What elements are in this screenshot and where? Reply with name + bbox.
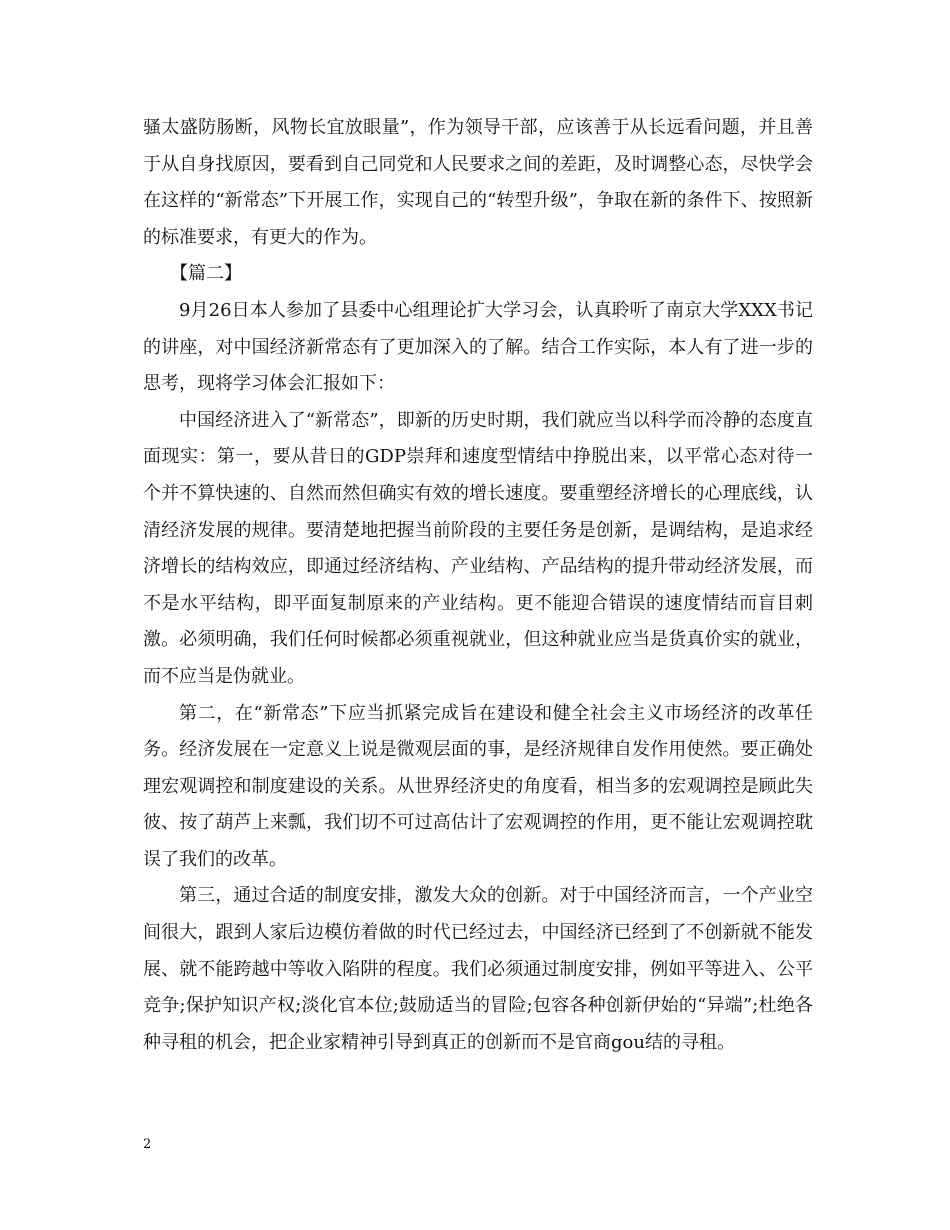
- paragraph-intro: 9月26日本人参加了县委中心组理论扩大学习会，认真聆听了南京大学XXX书记的讲座，对中国经济新常态有了更加深入的了解。结合工作实际，本人有了进一步的思考，现将学习体会汇报如下：: [143, 299, 813, 395]
- paragraph-point-three: 第三，通过合适的制度安排，激发大众的创新。对于中国经济而言，一个产业空间很大，跟到人家后边模仿着做的时代已经过去，中国经济已经到了不创新就不能发展、就不能跨越中等收入陷阱的程度。我们必须通过制度安排，例如平等进入、公平竞争;保护知识产权;淡化官本位;鼓励适当的冒险;包容各种创新伊始的“异端”;杜绝各种寻租的机会，把企业家精神引导到真正的创新而不是官商gou结的寻租。: [143, 885, 813, 1053]
- document-body: [143, 110, 813, 1061]
- page-number: 2: [143, 1137, 152, 1152]
- section-heading-part-two: 【篇二】: [170, 263, 242, 285]
- paragraph-point-one: 中国经济进入了“新常态”，即新的历史时期，我们就应当以科学而冷静的态度直面现实：第一，要从昔日的GDP崇拜和速度型情结中挣脱出来，以平常心态对待一个并不算快速的、自然而然但确实有效的增长速度。要重塑经济增长的心理底线，认清经济发展的规律。要清楚地把握当前阶段的主要任务是创新，是调结构，是追求经济增长的结构效应，即通过经济结构、产业结构、产品结构的提升带动经济发展，而不是水平结构，即平面复制原来的产业结构。更不能迎合错误的速度情结而盲目刺激。必须明确，我们任何时候都必须重视就业，但这种就业应当是货真价实的就业，而不应当是伪就业。: [143, 409, 813, 687]
- paragraph-point-two: 第二，在“新常态”下应当抓紧完成旨在建设和健全社会主义市场经济的改革任务。经济发展在一定意义上说是微观层面的事，是经济规律自发作用使然。要正确处理宏观调控和制度建设的关系。从世界经济史的角度看，相当多的宏观调控是顾此失彼、按了葫芦上来瓢，我们切不可过高估计了宏观调控的作用，更不能让宏观调控耽误了我们的改革。: [143, 702, 813, 870]
- paragraph-continued: 骚太盛防肠断，风物长宜放眼量”，作为领导干部，应该善于从长远看问题，并且善于从自身找原因，要看到自己同党和人民要求之间的差距，及时调整心态，尽快学会在这样的“新常态”下开展工作，实现自己的“转型升级”，争取在新的条件下、按照新的标准要求，有更大的作为。: [143, 117, 813, 248]
